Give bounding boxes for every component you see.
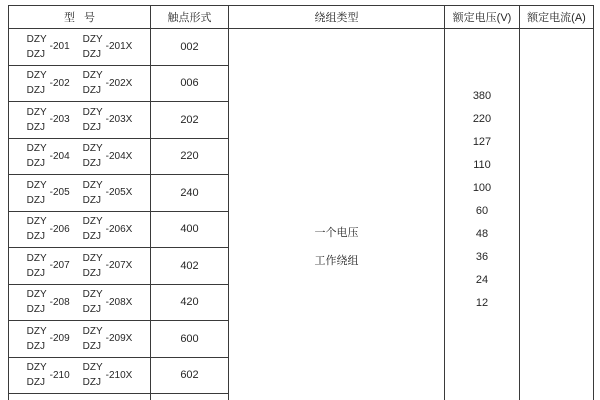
model-prefix: DZJ (26, 121, 45, 133)
model-prefix-stack (83, 178, 103, 208)
col-header-contact-form: 触点形式 (151, 6, 229, 29)
contact-form-cell (151, 394, 229, 400)
model-prefix: DZY (82, 33, 103, 45)
col-header-rated-current: 额定电流(A) (520, 6, 594, 29)
contact-form-cell: 240 (151, 175, 229, 212)
model-prefix: DZY (26, 362, 47, 374)
model-prefix: DZY (82, 362, 103, 374)
model-prefix: DZJ (26, 158, 45, 170)
model-prefix: DZJ (26, 304, 45, 316)
model-variant-base (27, 287, 70, 317)
model-variant-base (27, 214, 70, 244)
contact-form-cell: 002 (151, 29, 229, 66)
voltage-value: 60 (475, 205, 489, 217)
voltage-value: 220 (472, 113, 492, 125)
model-prefix: DZJ (26, 377, 45, 389)
model-prefix-stack (83, 214, 103, 244)
voltage-value: 380 (472, 90, 492, 102)
model-variant-base (27, 360, 70, 390)
model-variant-base (27, 141, 70, 171)
contact-form-cell: 400 (151, 211, 229, 248)
contact-form-cell: 602 (151, 357, 229, 394)
model-cell (9, 138, 151, 175)
model-prefix: DZY (82, 252, 103, 264)
model-prefix: DZJ (82, 304, 101, 316)
model-suffix: -209 (49, 333, 70, 345)
model-suffix: -204X (105, 150, 133, 162)
model-prefix-stack (27, 68, 47, 98)
model-prefix: DZJ (26, 194, 45, 206)
model-prefix: DZY (26, 143, 47, 155)
model-prefix-stack (83, 251, 103, 281)
model-prefix: DZY (26, 106, 47, 118)
model-prefix: DZJ (82, 267, 101, 279)
model-prefix: DZJ (82, 48, 101, 60)
winding-type-line: 一个电压 (314, 227, 359, 239)
model-prefix-stack (27, 178, 47, 208)
voltage-value: 12 (475, 297, 489, 309)
model-cell (9, 321, 151, 358)
header-row (9, 6, 594, 29)
model-suffix: -209X (105, 333, 133, 345)
model-suffix: -205 (49, 187, 70, 199)
model-variant-x (83, 324, 133, 354)
model-prefix: DZJ (82, 231, 101, 243)
model-variant-base (27, 251, 70, 281)
model-suffix: -205X (105, 187, 133, 199)
model-prefix-stack (83, 68, 103, 98)
col-header-rated-voltage: 额定电压(V) (445, 6, 520, 29)
voltage-value: 24 (475, 274, 489, 286)
model-cell (9, 211, 151, 248)
model-prefix: DZJ (26, 48, 45, 60)
col-header-winding-type: 绕组类型 (229, 6, 445, 29)
model-prefix-stack (27, 251, 47, 281)
model-prefix: DZY (26, 252, 47, 264)
model-suffix: -203X (105, 114, 133, 126)
contact-form-cell: 220 (151, 138, 229, 175)
model-suffix: -207 (49, 260, 70, 272)
model-variant-base (27, 178, 70, 208)
model-variant-base (27, 324, 70, 354)
model-variant-x (83, 178, 133, 208)
model-variant-x (83, 287, 133, 317)
col-header-model: 型 号 (9, 6, 151, 29)
model-prefix-stack (83, 32, 103, 62)
model-prefix: DZJ (26, 85, 45, 97)
contact-form-cell: 402 (151, 248, 229, 285)
model-prefix-stack (27, 141, 47, 171)
model-prefix: DZJ (82, 194, 101, 206)
model-prefix: DZY (26, 325, 47, 337)
model-prefix: DZJ (26, 267, 45, 279)
winding-type-cell (229, 29, 445, 400)
model-prefix-stack (27, 214, 47, 244)
model-prefix: DZJ (82, 158, 101, 170)
model-prefix-stack (83, 324, 103, 354)
voltage-value: 48 (475, 228, 489, 240)
model-variant-x (83, 105, 133, 135)
model-prefix-stack (27, 287, 47, 317)
model-prefix-stack (83, 105, 103, 135)
model-variant-x (83, 251, 133, 281)
model-prefix: DZY (26, 179, 47, 191)
model-prefix: DZJ (26, 231, 45, 243)
contact-form-cell: 006 (151, 65, 229, 102)
model-variant-base (27, 105, 70, 135)
model-suffix: -207X (105, 260, 133, 272)
model-prefix-stack (83, 287, 103, 317)
model-variant-base (27, 32, 70, 62)
model-prefix: DZY (82, 179, 103, 191)
model-prefix: DZY (82, 289, 103, 301)
model-cell (9, 248, 151, 285)
model-prefix: DZY (82, 325, 103, 337)
model-variant-x (83, 360, 133, 390)
winding-type-line: 工作绕组 (314, 255, 359, 267)
table-row (9, 29, 594, 66)
relay-spec-table (8, 5, 594, 400)
model-suffix: -203 (49, 114, 70, 126)
model-prefix: DZJ (82, 377, 101, 389)
model-variant-x (83, 32, 133, 62)
voltage-value: 110 (473, 159, 491, 171)
voltage-value: 100 (472, 182, 492, 194)
model-variant-x (83, 214, 133, 244)
model-cell (9, 357, 151, 394)
model-prefix: DZY (82, 106, 103, 118)
model-prefix: DZJ (82, 85, 101, 97)
model-prefix-stack (83, 360, 103, 390)
model-prefix: DZY (26, 70, 47, 82)
model-cell (9, 102, 151, 139)
model-variant-base (27, 68, 70, 98)
model-prefix-stack (83, 141, 103, 171)
model-suffix: -208X (105, 296, 133, 308)
model-cell (9, 394, 151, 400)
model-cell (9, 175, 151, 212)
model-prefix: DZY (82, 143, 103, 155)
model-suffix: -202 (49, 77, 70, 89)
voltage-value: 127 (472, 136, 492, 148)
contact-form-cell: 202 (151, 102, 229, 139)
model-suffix: -210 (49, 369, 70, 381)
voltage-value: 36 (475, 251, 489, 263)
rated-current-cell (520, 29, 594, 400)
model-suffix: -210X (105, 369, 133, 381)
model-prefix: DZY (82, 70, 103, 82)
model-variant-x (83, 68, 133, 98)
model-prefix: DZJ (82, 121, 101, 133)
model-prefix: DZY (26, 216, 47, 228)
model-prefix-stack (27, 105, 47, 135)
model-suffix: -204 (49, 150, 70, 162)
contact-form-cell: 420 (151, 284, 229, 321)
model-prefix-stack (27, 360, 47, 390)
model-prefix: DZJ (82, 340, 101, 352)
model-suffix: -201X (105, 41, 133, 53)
model-cell (9, 284, 151, 321)
model-prefix: DZY (26, 33, 47, 45)
model-prefix: DZY (82, 216, 103, 228)
model-prefix: DZJ (26, 340, 45, 352)
contact-form-cell: 600 (151, 321, 229, 358)
model-cell (9, 29, 151, 66)
rated-voltage-cell (445, 29, 520, 400)
model-suffix: -208 (49, 296, 70, 308)
model-prefix-stack (27, 32, 47, 62)
model-cell (9, 65, 151, 102)
model-prefix-stack (27, 324, 47, 354)
model-suffix: -201 (49, 41, 70, 53)
model-prefix: DZY (26, 289, 47, 301)
model-suffix: -202X (105, 77, 133, 89)
model-suffix: -206X (105, 223, 133, 235)
model-variant-x (83, 141, 133, 171)
model-suffix: -206 (49, 223, 70, 235)
